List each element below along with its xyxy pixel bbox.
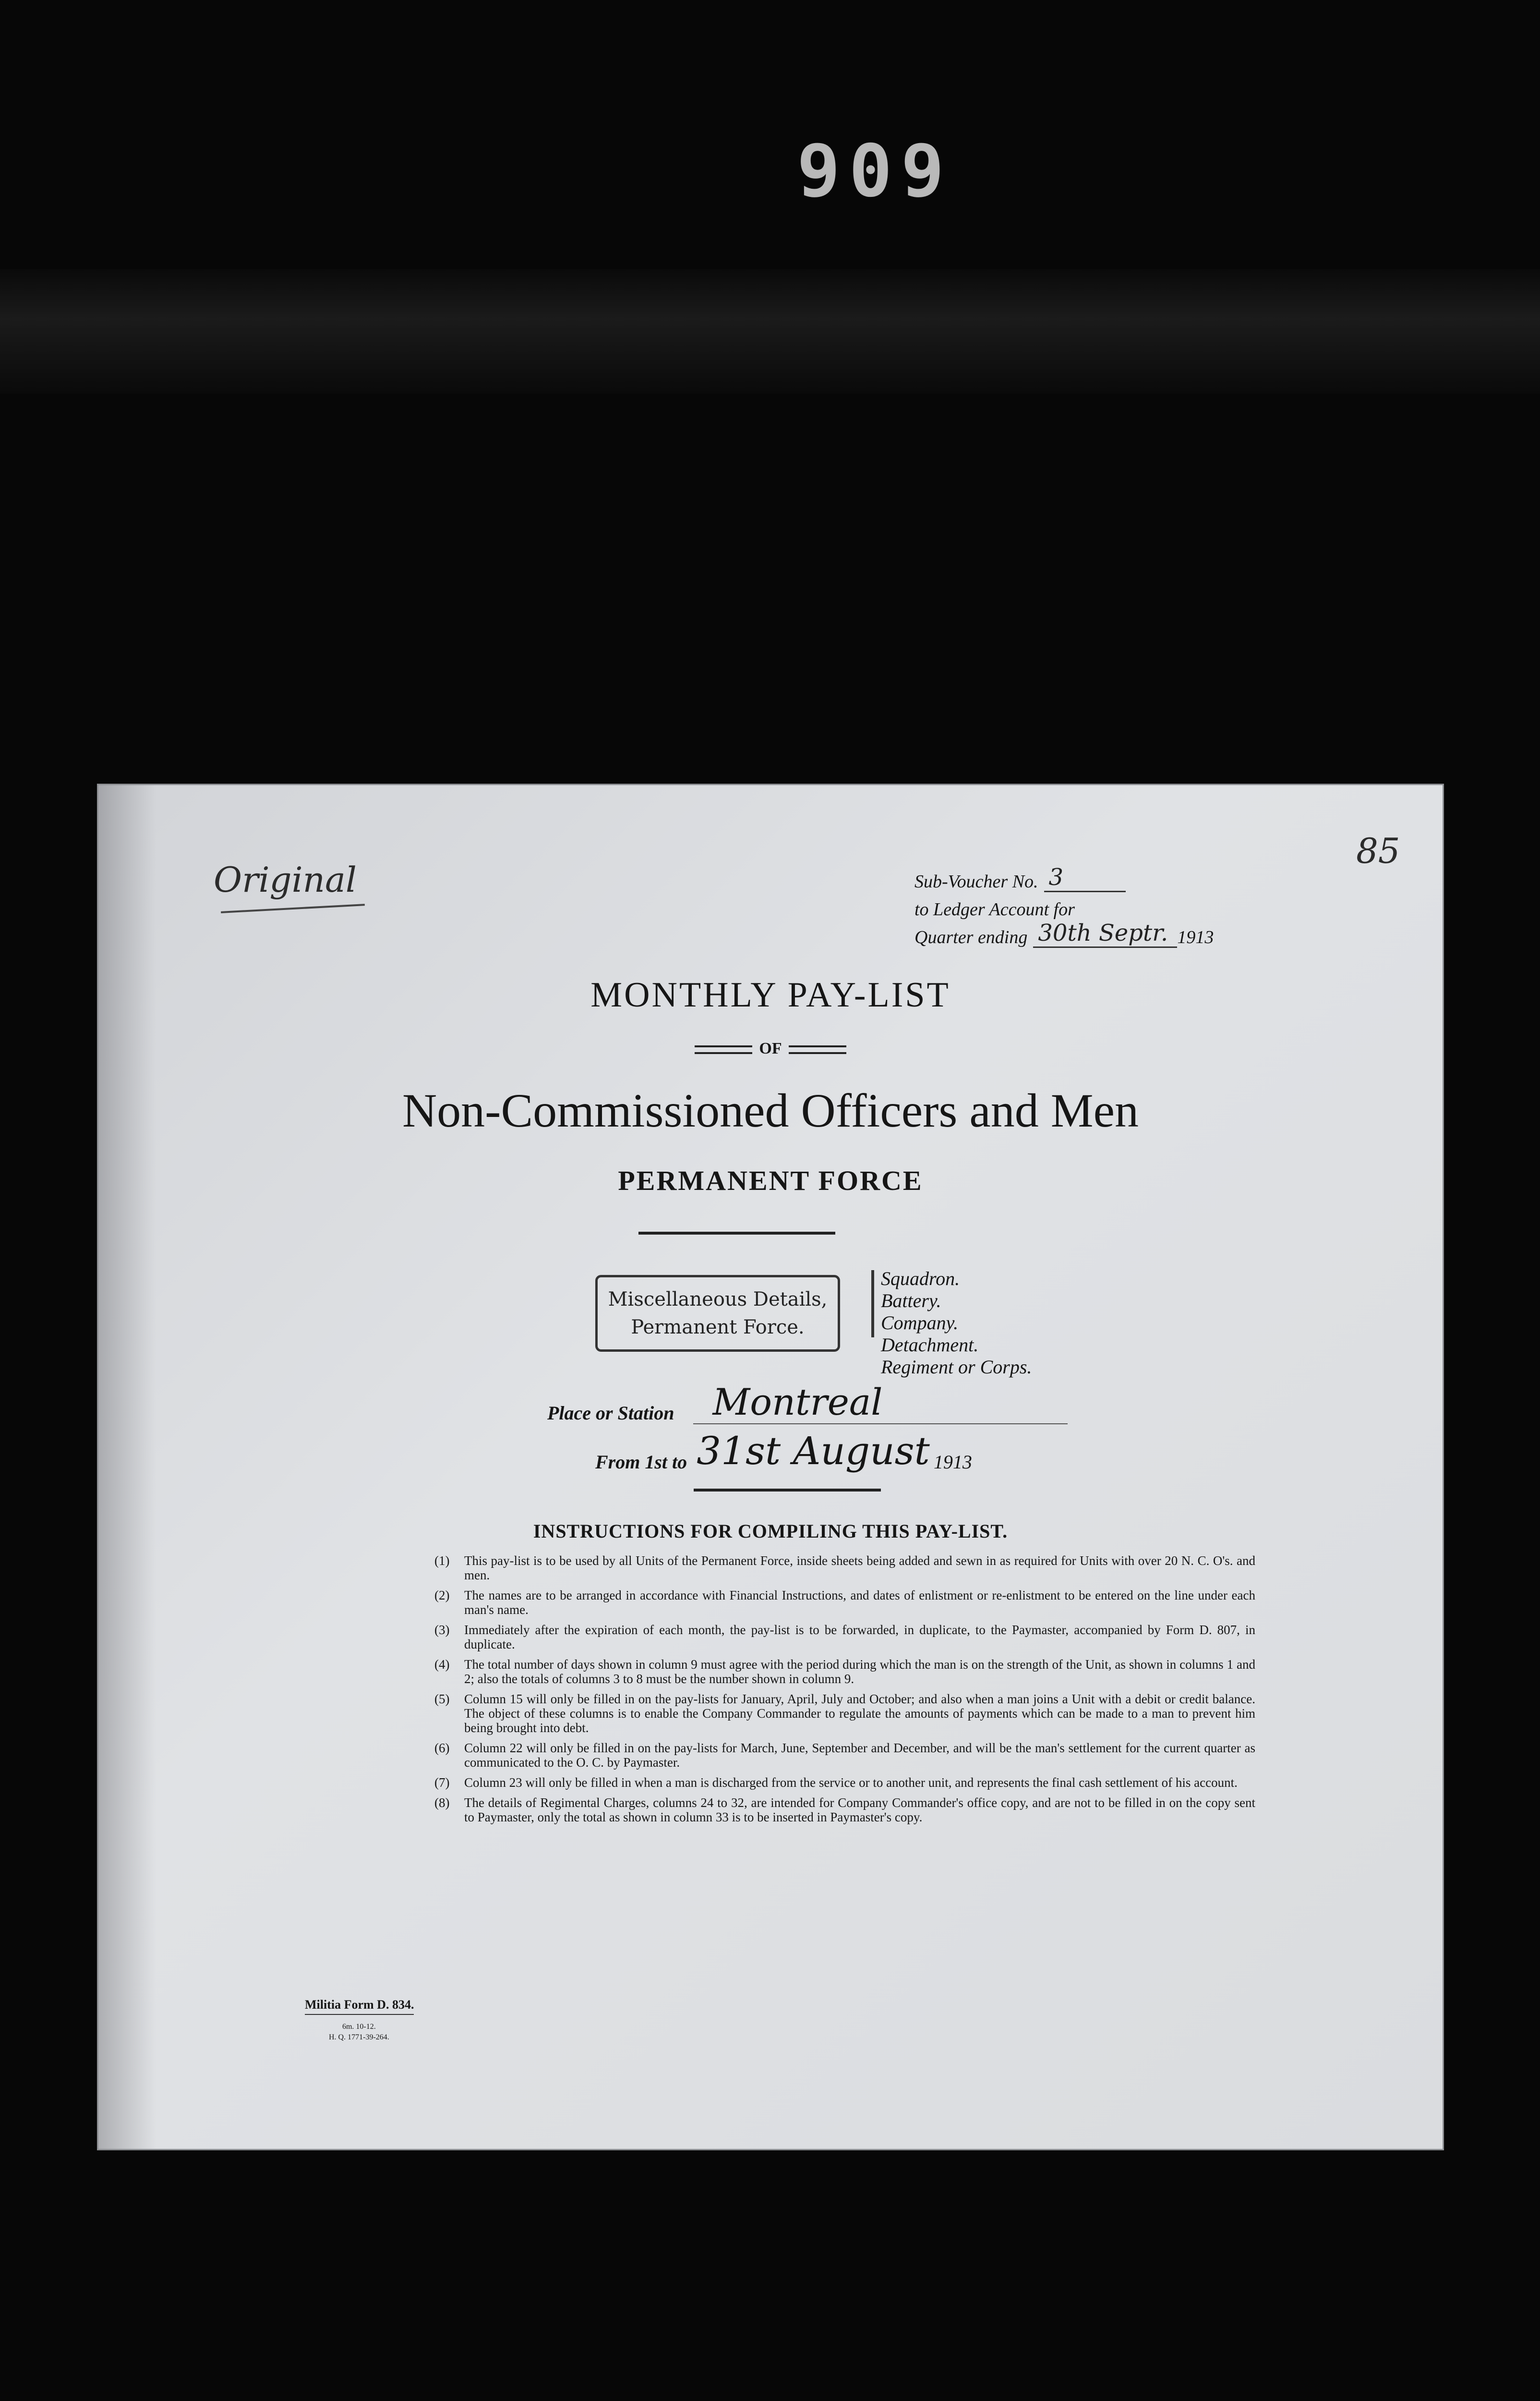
instruction-item (434, 1795, 1255, 1824)
date-rule (694, 1489, 881, 1492)
unit-bracket (871, 1270, 874, 1337)
militia-form-label: Militia Form D. 834. (305, 1998, 414, 2015)
from-year: 1913 (933, 1451, 972, 1473)
instruction-text: The details of Regimental Charges, columns 24 to 32, are intended for Company Commander's office copy, and are not to be filled in on the copy sent to Paymaster, only the total as shown in column 33 is to be inserted in Paymaster's copy. (464, 1795, 1255, 1824)
stamp-line-2: Permanent Force. (631, 1316, 805, 1338)
instruction-number: (2) (434, 1588, 450, 1602)
title-monthly-pay-list: MONTHLY PAY-LIST (590, 975, 950, 1015)
instruction-text: Immediately after the expiration of each month, the pay-list is to be forwarded, in duplicate, to the Paymaster, accompanied by Form D. 807, in duplicate. (464, 1623, 1255, 1651)
unit-type: Detachment. (881, 1334, 979, 1356)
from-row (595, 1429, 972, 1473)
ledger-label: to Ledger Account for (914, 899, 1075, 920)
instructions-list (434, 1553, 1255, 1830)
militia-form-print-run: 6m. 10-12. (342, 2023, 376, 2031)
title-nco-and-men: Non-Commissioned Officers and Men (402, 1084, 1139, 1137)
unit-stamp (595, 1275, 840, 1352)
instruction-item (434, 1775, 1255, 1790)
of-text: OF (759, 1040, 782, 1057)
double-rule-right (789, 1045, 846, 1054)
original-underline (221, 904, 365, 913)
sub-voucher-value: 3 (1048, 864, 1064, 891)
instruction-item (434, 1553, 1255, 1582)
from-label: From 1st to (595, 1451, 687, 1473)
instruction-number: (7) (434, 1775, 450, 1790)
instruction-text: Column 23 will only be filled in when a man is discharged from the service or to another unit, and represents the final cash settlement of his account. (464, 1775, 1238, 1790)
instruction-item (434, 1741, 1255, 1770)
title-of (98, 1040, 1443, 1058)
unit-type: Battery. (881, 1290, 941, 1311)
instruction-number: (8) (434, 1795, 450, 1810)
instruction-text: This pay-list is to be used by all Units of the Permanent Force, inside sheets being added and sewn in as required for Units with over 20 N. C. O's. and men. (464, 1553, 1255, 1582)
stamp-line-1: Miscellaneous Details, (608, 1288, 828, 1310)
pay-list-page (98, 785, 1443, 2149)
page-number: 85 (1356, 831, 1400, 871)
frame-number: 909 (797, 130, 953, 213)
instruction-number: (5) (434, 1692, 450, 1706)
instruction-item (434, 1588, 1255, 1617)
place-row (547, 1381, 1068, 1424)
sub-voucher-label: Sub-Voucher No. (914, 872, 1038, 892)
original-note: Original (214, 860, 357, 900)
quarter-value: 30th Septr. (1038, 920, 1168, 946)
unit-types (881, 1268, 1032, 1378)
title-permanent-force: PERMANENT FORCE (618, 1165, 923, 1196)
film-band (0, 269, 1540, 394)
place-label: Place or Station (547, 1402, 674, 1424)
militia-form-hq-ref: H. Q. 1771-39-264. (329, 2033, 389, 2041)
instructions-title: INSTRUCTIONS FOR COMPILING THIS PAY-LIST. (533, 1520, 1008, 1542)
from-value: 31st August (697, 1429, 930, 1473)
instruction-number: (3) (434, 1623, 450, 1637)
sub-voucher-field (1044, 864, 1126, 892)
quarter-label: Quarter ending (914, 927, 1028, 947)
instruction-number: (4) (434, 1657, 450, 1672)
unit-type: Company. (881, 1312, 959, 1334)
voucher-block (914, 864, 1214, 948)
militia-form-sub (329, 2022, 389, 2043)
quarter-year: 1913 (1177, 927, 1214, 947)
instruction-item (434, 1657, 1255, 1686)
title-rule (638, 1232, 835, 1235)
instruction-item (434, 1692, 1255, 1735)
place-value: Montreal (693, 1381, 1068, 1424)
unit-type: Squadron. (881, 1268, 960, 1289)
double-rule-left (695, 1045, 752, 1054)
instruction-text: Column 22 will only be filled in on the pay-lists for March, June, September and December, and will be the man's settlement for the current quarter as communicated to the O. C. by Paymaster. (464, 1741, 1255, 1770)
unit-type: Regiment or Corps. (881, 1356, 1032, 1378)
instruction-text: Column 15 will only be filled in on the pay-lists for January, April, July and October; and also when a man joins a Unit with a debit or credit balance. The object of these columns is to enable the Company Commander to regulate the amounts of payments which can be made to a man to prevent him being brought into debt. (464, 1692, 1255, 1735)
quarter-field (1033, 920, 1177, 948)
instruction-number: (6) (434, 1741, 450, 1755)
instruction-item (434, 1623, 1255, 1651)
instruction-number: (1) (434, 1553, 450, 1568)
instruction-text: The total number of days shown in column 9 must agree with the period during which the man is on the strength of the Unit, as shown in columns 1 and 2; also the totals of columns 3 to 8 must be the number shown in column 9. (464, 1657, 1255, 1686)
instruction-text: The names are to be arranged in accordance with Financial Instructions, and dates of enlistment or re-enlistment to be entered on the line under each man's name. (464, 1588, 1255, 1617)
